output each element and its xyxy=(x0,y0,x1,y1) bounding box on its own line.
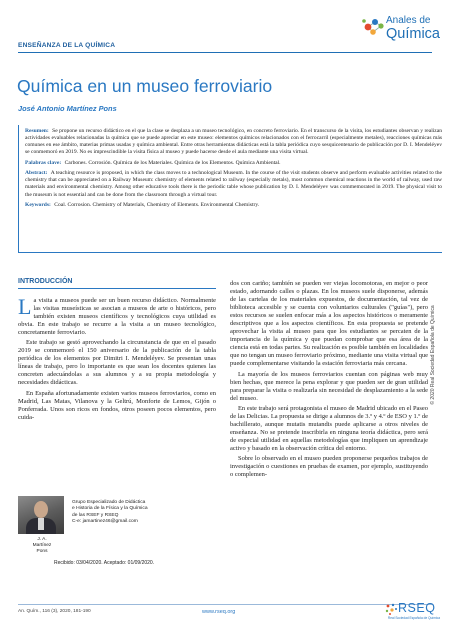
intro-paragraph: Sobre lo observado en el museo pueden proponerse pequeños trabajos de investigación o cuestiones en pruebas de examen, por ejemplo, sustituyendo o complemen- xyxy=(230,454,428,479)
header-divider xyxy=(18,52,432,53)
author-card xyxy=(18,496,216,552)
palabras-clave-label: Palabras clave: xyxy=(25,159,62,166)
journal-logo[interactable] xyxy=(360,12,446,56)
received-accepted-dates: Recibido: 03/04/2020. Aceptado: 01/09/2020. xyxy=(54,560,155,566)
journal-name-line1: Anales de xyxy=(386,15,431,26)
palabras-clave-text: Carbones. Corrosión. Química de los Materiales. Química de los Elementos. Química Ambiental. xyxy=(64,159,281,166)
intro-heading: INTRODUCCIÓN xyxy=(18,278,73,285)
keywords-paragraph xyxy=(25,202,442,209)
resumen-text: Se propone un recurso didáctico en el que la clase se desplaza a un museo tecnológico, en concreto ferroviario. En el transcurso de la visita, los estudiantes observan y realizan actividades evaluables relacionadas la química que se puede apreciar en este museo: elementos químicos relacionados con el ferrocarril (especialmente metales), reacciones químicas más comunes en ese ámbito, materias primas usadas y química ambiental. Entre otras herramientas didácticas está la tabla periódica cuyo sesquicentenario de publicación por D. I. Mendeléyev se conmemoró en 2019. No es imprescindible la visita física al museo y puede hacerse desde el aula mediante una visita virtual. xyxy=(25,128,442,156)
abstract-paragraph xyxy=(25,170,442,198)
affiliation-line: Grupo Especializado de Didáctica xyxy=(72,500,146,505)
footer-url-link[interactable]: www.rseq.org xyxy=(202,609,236,615)
section-label: ENSEÑANZA DE LA QUÍMICA xyxy=(18,42,116,49)
author-card-name xyxy=(28,537,56,555)
resumen-paragraph xyxy=(25,128,442,156)
intro-paragraph-text: a visita a museos puede ser un buen recurso didáctico. Normalmente las visitas museísticas se asocian a museos de arte o históricos, pero también existen museos científicos y tecnológicos cuya utilidad es obvia. En este trabajo se recurre a la visita a un museo tecnológico, concretamente ferroviario. xyxy=(18,297,216,337)
intro-divider xyxy=(18,288,216,289)
intro-paragraph: La mayoría de los museos ferroviarios cuentan con páginas web muy bien hechas, que merece la pena explorar y que pueden ser de gran utilidad para preparar la visita o realizarla sin necesidad de desplazamiento a la sede del museo. xyxy=(230,370,428,402)
intro-left-column xyxy=(18,294,216,424)
intro-paragraph xyxy=(18,294,216,337)
journal-name-line2: Química xyxy=(386,26,440,42)
intro-paragraph: En este trabajo será protagonista el museo de Madrid ubicado en el Paseo de las Delicias. La propuesta se dirige a alumnos de 3.º y 4.º de ESO y 1.º de bachillerato, aunque mutatis mutandis puede aplicarse a otros niveles de enseñanza. No se pretende inscribirla en ninguna teoría didáctica, pero será de especial utilidad en aquellas metodologías que impliquen un aprendizaje activo y basado en la observación crítica del entorno. xyxy=(230,404,428,452)
article-author: José Antonio Martínez Pons xyxy=(18,104,117,113)
intro-right-column xyxy=(230,280,428,481)
author-email[interactable]: C-e: jamartinez46@gmail.com xyxy=(72,518,138,524)
author-photo xyxy=(18,496,64,534)
intro-paragraph: En España afortunadamente existen varios museos ferroviarios, como en Madrid, Las Matas, Vilanova y la Geltrú, Monforte de Lemos, Gijón o Ponferrada. Unos son ricos en fondos, otros poseen pocos elementos, pero cuida- xyxy=(18,389,216,421)
author-name-line: J. A. Martínez xyxy=(32,537,52,548)
abstract-text: A teaching resource is proposed, in which the class moves to a technological Museum. In the course of the visit students observe and perform evaluable activities related to the chemistry that can be appreciated on a Railway Museum: chemistry of elements related to railway (especially metals), most common chemical reactions in the world of railway, used raw materials and environmental chemistry. Among other educative tools there is the periodic table whose publication by D. I. Mendeléyev was commemorated in 2019. The physical visit to the museum is not essential and can be done from the classroom through a virtual tour. xyxy=(25,170,442,198)
author-name-line: Pons xyxy=(36,549,48,554)
copyright-side-note xyxy=(429,285,437,425)
affiliation-line: de las RSEF y RSEQ xyxy=(72,512,119,518)
abstract-label: Abstract: xyxy=(25,170,48,177)
rseq-subtitle: Real Sociedad Española de Química xyxy=(387,616,440,620)
palabras-clave-paragraph xyxy=(25,160,442,167)
keywords-label: Keywords: xyxy=(25,202,51,209)
intro-paragraph: dos con cariño; también se pueden ver viejas locomotoras, en mejor o peor estado, adornando calles o plazas. En los museos suele disponerse, además de las cartelas de los materiales expuestos, de documentación, tal vez de biblioteca accesible y se cuenta con voluntarios culturales ("guías"), pero estos recursos se suelen enfocar más a los aspectos históricos o meramente descriptivos que a los aspectos científicos. En esta propuesta se pretende aprovechar la visita al museo para que los estudiantes se percaten de la importancia de la química y que puedan comprobar que esa área de la ciencia está en todas partes. Su realización es posible también en localidades que no tengan un museo ferroviario próximo, mediante una visita virtual que puede complementarse visitando la estación ferroviaria más cercana. xyxy=(230,280,428,368)
rseq-emblem-icon xyxy=(384,602,398,616)
intro-paragraph: Este trabajo se gestó aprovechando la circunstancia de que en el pasado 2019 se conmemoró el 150 aniversario de la publicación de la tabla periódica de los elementos por Dimitri I. Mendeléyev. Se presentan unas líneas de trabajo, pero lo importante es que sean los docentes quienes las concreten adecuándolas a sus alumnos y a su propia metodología y necesidades didácticas. xyxy=(18,339,216,387)
rseq-logo[interactable] xyxy=(384,600,440,626)
author-affiliation xyxy=(72,500,212,525)
keywords-text: Coal. Corrosion. Chemistry of Materials, Chemistry of Elements. Environmental Chemistry. xyxy=(54,202,260,209)
copyright-text: © 2020 Real Sociedad Española de Química xyxy=(430,305,436,405)
drop-cap: L xyxy=(18,294,32,319)
article-title: Química en un museo ferroviario xyxy=(17,76,273,96)
footer-citation: An. Quím., 116 (3), 2020, 181-190 xyxy=(18,609,91,614)
abstract-box xyxy=(18,125,442,253)
affiliation-line: e Historia de la Física y la Química xyxy=(72,506,148,512)
rseq-wordmark: RSEQ xyxy=(398,601,436,615)
resumen-label: Resumen: xyxy=(25,128,49,134)
molecule-logo-icon xyxy=(360,16,386,38)
footer-divider xyxy=(18,604,432,605)
